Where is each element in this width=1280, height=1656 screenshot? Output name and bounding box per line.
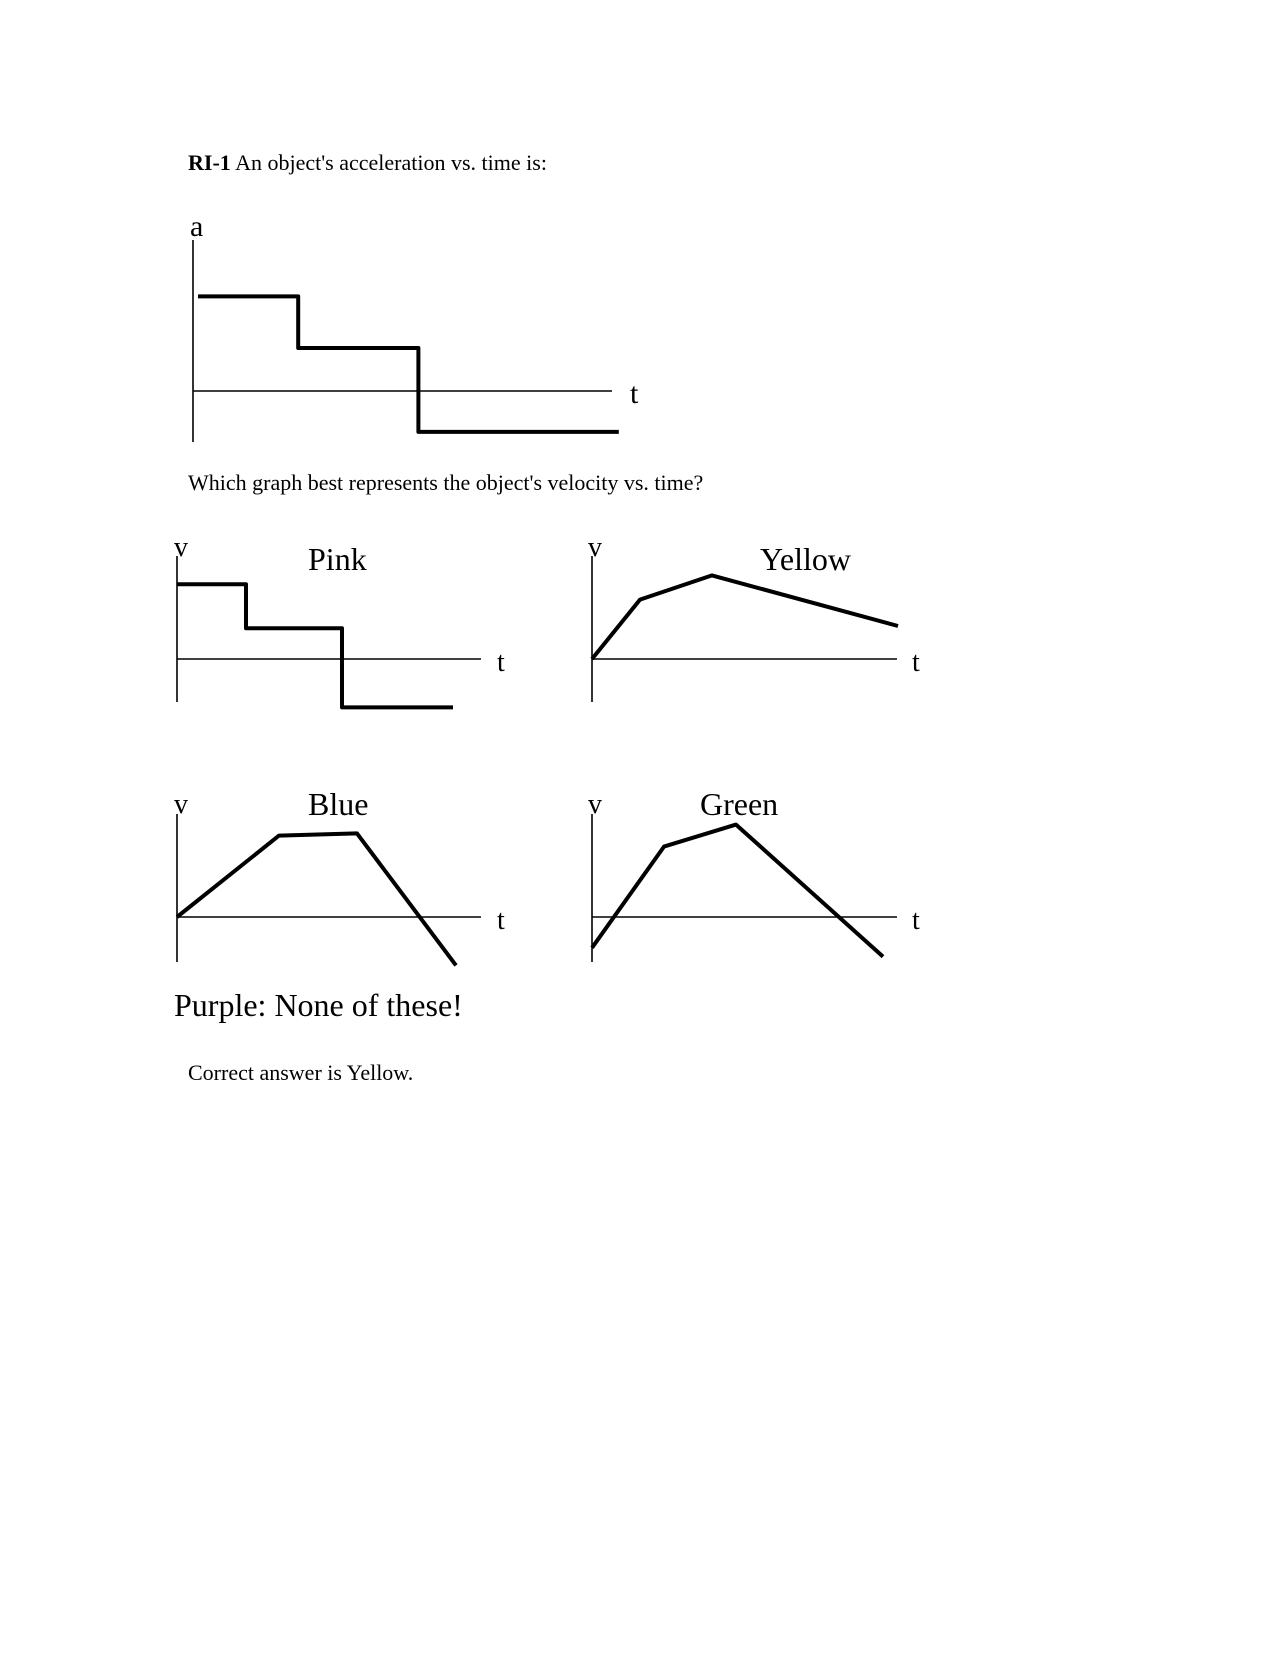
pink-graph bbox=[174, 532, 505, 707]
acceleration-curve bbox=[198, 296, 619, 432]
pink-curve bbox=[177, 584, 453, 707]
answer-text: Correct answer is Yellow. bbox=[188, 1060, 414, 1085]
blue-y-label: v bbox=[174, 789, 188, 820]
pink-x-label: t bbox=[497, 647, 505, 678]
question-text: Which graph best represents the object's velocity vs. time? bbox=[188, 470, 704, 495]
acceleration-y-label: a bbox=[190, 210, 204, 243]
green-x-label: t bbox=[912, 905, 920, 936]
yellow-x-label: t bbox=[912, 647, 920, 678]
purple-option: Purple: None of these! bbox=[174, 987, 463, 1023]
blue-curve bbox=[177, 833, 456, 965]
blue-graph bbox=[174, 786, 505, 965]
yellow-y-label: v bbox=[588, 532, 602, 563]
question-id: RI-1 bbox=[188, 150, 231, 175]
green-curve bbox=[592, 825, 883, 957]
green-title: Green bbox=[700, 786, 779, 822]
yellow-graph bbox=[588, 532, 920, 702]
pink-title: Pink bbox=[308, 541, 367, 577]
blue-x-label: t bbox=[497, 905, 505, 936]
pink-y-label: v bbox=[174, 532, 188, 563]
acceleration-x-label: t bbox=[630, 377, 639, 410]
blue-title: Blue bbox=[308, 786, 369, 822]
yellow-title: Yellow bbox=[760, 541, 851, 577]
green-graph bbox=[588, 786, 920, 962]
question-intro-text: An object's acceleration vs. time is: bbox=[230, 150, 547, 175]
green-y-label: v bbox=[588, 789, 602, 820]
acceleration-graph bbox=[190, 210, 639, 442]
yellow-curve bbox=[592, 575, 898, 659]
